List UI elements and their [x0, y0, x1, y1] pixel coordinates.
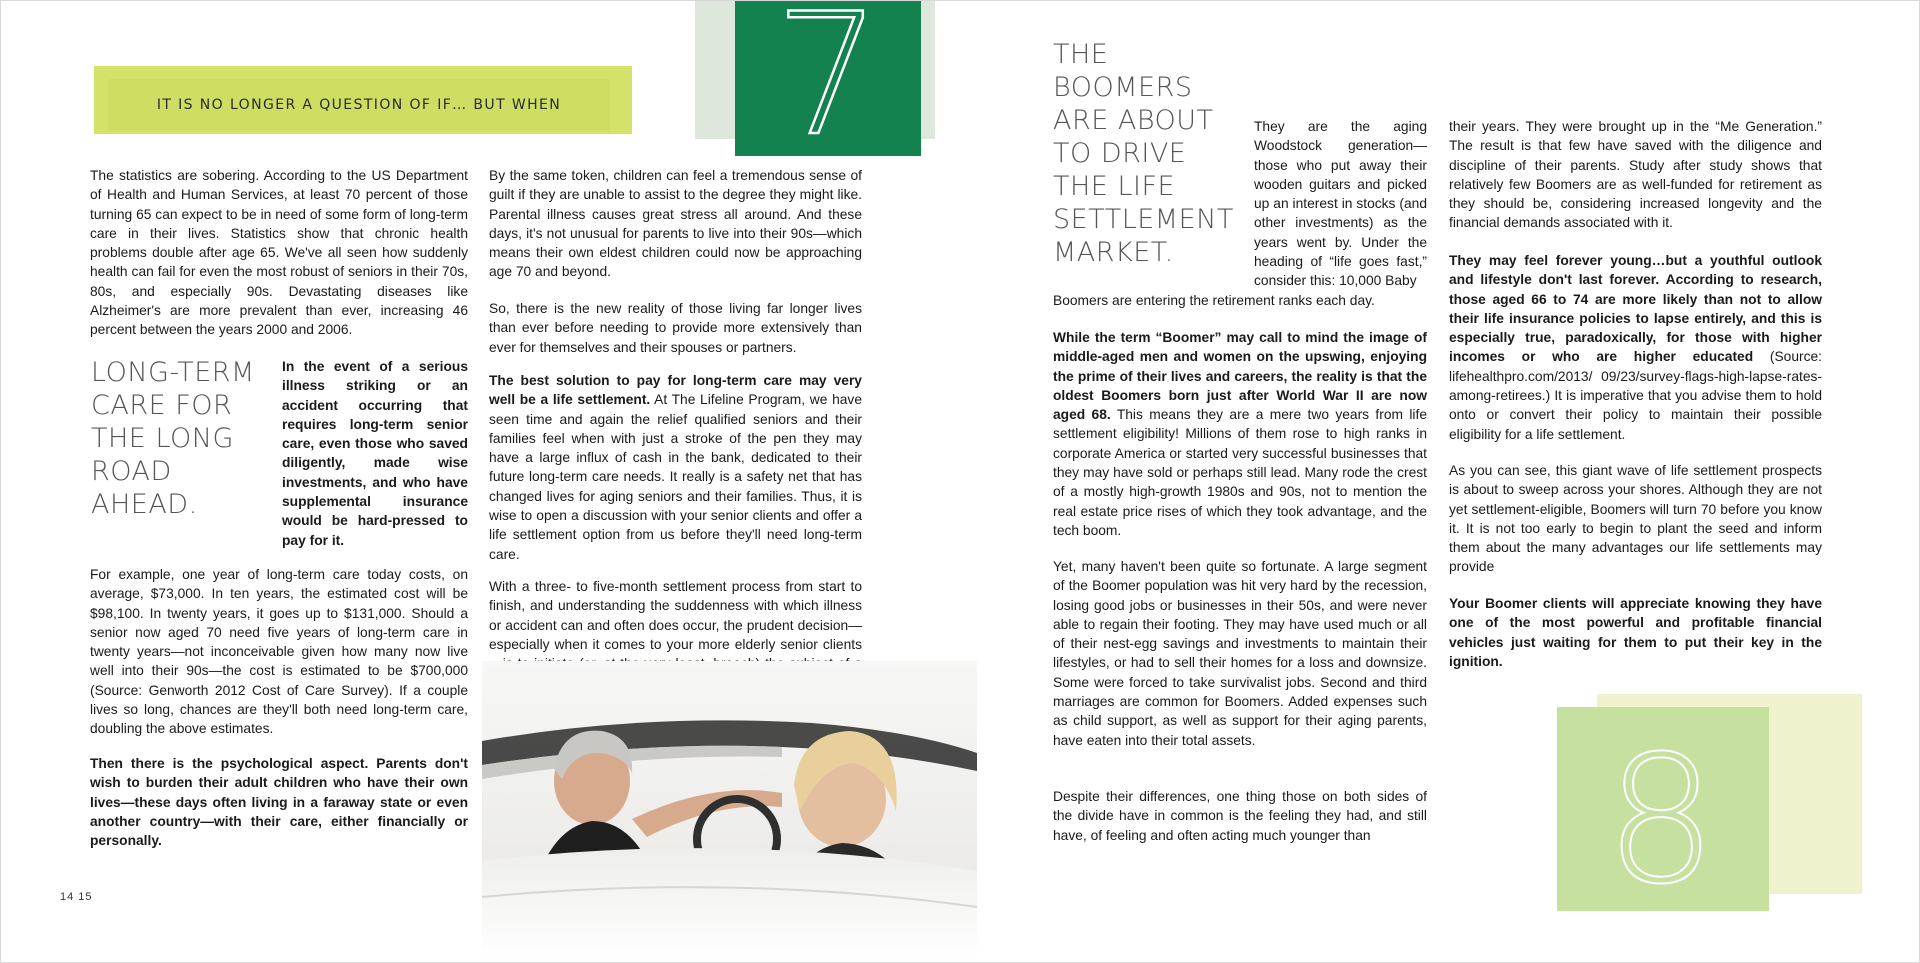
chapter-8-number-text: 8	[1605, 719, 1717, 899]
heading-line: ARE ABOUT	[1053, 105, 1214, 136]
heading-line: MARKET.	[1053, 237, 1174, 268]
heading-line: THE LIFE	[1053, 171, 1176, 202]
page-numbers: 14 15	[60, 891, 93, 903]
left-section-heading	[91, 356, 271, 521]
chapter-7-number	[735, 3, 921, 153]
chapter-8-number	[1601, 719, 1721, 899]
left-paragraph-4: By the same token, children can feel a tremendous sense of guilt if they are unable to assist to the degree they might like. Parental illness causes great stress all around. And these days, it's not unusual for parents to live into their 90s—which means their own eldest children could now be approaching age 70 and beyond.	[489, 168, 862, 280]
heading-line: THE LONG	[91, 423, 234, 454]
couple-in-convertible-photo	[482, 661, 977, 961]
paragraph-rest: At The Lifeline Program, we have seen time and again the relief qualified seniors and their families feel when with just a stroke of the pen they may have a large influx of cash in the bank, dedicated to their future long-term care needs. It really is a safety net that has changed lives for aging seniors and their families. Thus, it is wise to open a discussion with your senior clients and offer a life settlement option from us before they'll need long-term care.	[489, 392, 863, 562]
bold-lead: While the term “Boomer” may call to mind the image of middle-aged men and women on the upswing, enjoying the prime of their lives and careers, the reality is that the oldest Boomers born just after World War II are now aged 68.	[1053, 330, 1427, 423]
left-paragraph-7: With a three- to five-month settlement process from start to finish, and understanding the suddenness with which illness or accident can and often does occur, the prudent decision—especially when it comes to your more elderly senior clients	[489, 579, 862, 652]
chapter-7-number-text: 7	[774, 3, 882, 153]
heading-line: CARE FOR	[91, 390, 233, 421]
heading-line: AHEAD.	[91, 489, 198, 520]
right-paragraph-1-end: Boomers are entering the retirement ranks each day.	[1053, 293, 1375, 308]
right-paragraph-2	[1053, 328, 1427, 540]
right-paragraph-4: Despite their differences, one thing those on both sides of the divide have in common is the feeling they had, and still have, of feeling and often acting much younger than	[1053, 789, 1427, 843]
heading-line: LONG-TERM	[91, 357, 255, 388]
paragraph-rest: (Source: lifehealthpro.com/2013/ 09/23/survey-flags-high-lapse-rates-among-retirees.) It is imperative that you advise them to hold onto or convert their policy to maintain their possible eligibility for a life settlement.	[1449, 349, 1822, 442]
left-paragraph-1: The statistics are sobering. According to the US Department of Health and Human Services, at least 70 percent of those turning 65 can expect to be in need of some form of long-term care in their lives. Statistics show that chronic health problems double after age 65. We've all seen how suddenly health can fail for even the most robust of seniors in their 70s, 80s, and especially 90s. Devastating diseases like Alzheimer's are more prevalent than ever, increasing 46 percent between the years 2000 and 2006.	[90, 168, 468, 338]
bold-lead: They may feel forever young…but a youthful outlook and lifestyle don't last forever. According to research, those aged 66 to 74 are more likely than not to allow their life insurance policies to lapse entirely, and this is especially true, paradoxically, for those with higher incomes or who are higher educated	[1449, 253, 1822, 365]
heading-line: THE	[1053, 39, 1109, 70]
bold-lead: The best solution to pay for long-term care may very well be a life settlement.	[489, 373, 862, 408]
heading-line: BOOMERS	[1053, 72, 1193, 103]
left-paragraph-2: For example, one year of long-term care today costs, on average, $73,000. In ten years, the estimated cost will be $98,100. In twenty years, it goes up to $131,000. Should a senior now aged 70 need five years of long-term care in twenty years—not inconceivable given how many now live well into their 90s—the cost is estimated to be $700,000 (Source: Genworth 2012 Cost of Care Survey). If a couple lives so long, chances are they'll both need long-term care, doubling the above estimates.	[90, 567, 468, 737]
right-paragraph-7: As you can see, this giant wave of life settlement prospects is about to sweep across your shores. Although they are not yet settlement-eligible, Boomers will turn 70 before you know it. It is not too early to begin to plant the seed and inform them about the many advantages our life settlements may provide	[1449, 463, 1822, 575]
right-paragraph-8: Your Boomer clients will appreciate knowing they have one of the most powerful and profitable financial vehicles just waiting for them to put their key in the ignition.	[1449, 596, 1822, 669]
right-section-heading	[1053, 38, 1243, 269]
heading-line: SETTLEMENT	[1053, 204, 1234, 235]
right-paragraph-3: Yet, many haven't been quite so fortunate. A large segment of the Boomer population was hit very hard by the recession, losing good jobs or businesses in their 50s, and were never able to regain their footing. They may have used much or all of their nest-egg savings and investments to maintain their lifestyles, or had to sell their homes for a loss and downsize. Some were forced to take survivalist jobs. Second and third marriages are common for Boomers. Added expenses such as child support, as well as support for their aging parents, have eaten into their total assets.	[1053, 559, 1427, 748]
heading-line: TO DRIVE	[1053, 138, 1187, 169]
paragraph-rest: This means they are a mere two years from life settlement eligibility! Millions of them rose to high ranks in corporate America or started very successful businesses that they may have sold or perhaps still lead. Many rode the crest of a mostly high-growth 1980s and 90s, not to mention the real estate price rises of which they took advantage, and the tech boom.	[1053, 407, 1427, 538]
photo-illustration	[482, 661, 977, 961]
left-paragraph-6	[489, 371, 862, 564]
left-paragraph-3: Then there is the psychological aspect. Parents don't wish to burden their adult children who have their own lives—these days often living in a faraway state or even another country—with their care, either financially or personally.	[90, 756, 468, 849]
banner-title: IT IS NO LONGER A QUESTION OF IF… BUT WHEN	[156, 97, 562, 113]
left-callout: In the event of a serious illness striking or an accident occurring that requires long-term senior care, even those who saved diligently, made wise investments, and who have supplemental insurance would be hard-pressed to pay for it.	[282, 359, 468, 548]
heading-line: ROAD	[91, 456, 172, 487]
left-paragraph-5: So, there is the new reality of those living far longer lives than ever before needing to provide more extensively than ever for themselves and their spouses or partners.	[489, 301, 862, 355]
right-paragraph-5: their years. They were brought up in the “Me Generation.” The result is that few have saved with the diligence and discipline of their parents. Study after study shows that relatively few Boomers are as well-funded for retirement as they should be, considering increased longevity and the financial demands associated with it.	[1449, 119, 1822, 231]
right-paragraph-1-column: They are the aging Woodstock generation—those who put away their wooden guitars and picked up an interest in stocks (and other investments) as the years went by. Under the heading of “life goes fast,” consider this: 10,000 Baby	[1254, 119, 1427, 289]
right-paragraph-6	[1449, 251, 1822, 444]
